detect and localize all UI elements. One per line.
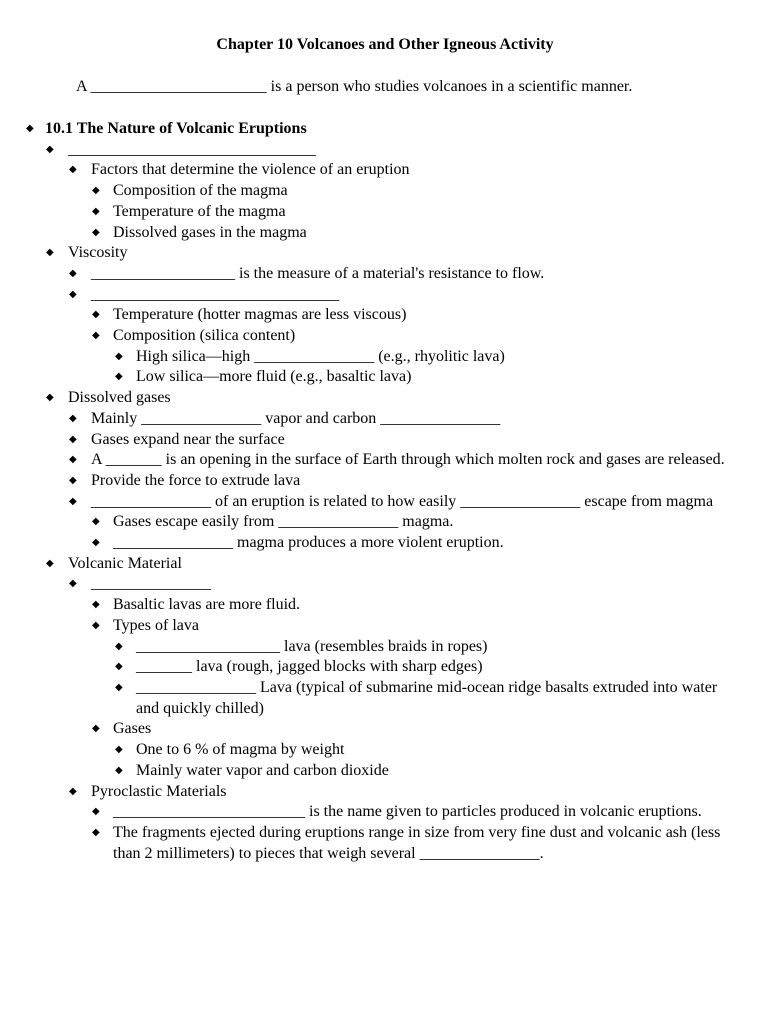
diamond-bullet-icon: ◆ <box>92 806 100 818</box>
diamond-bullet-icon: ◆ <box>92 723 100 735</box>
diamond-bullet-icon: ◆ <box>92 330 100 342</box>
outline-item <box>0 367 770 388</box>
outline-item <box>0 326 770 347</box>
intro-sentence: A ______________________ is a person who studies volcanoes in a scientific manner. <box>76 78 633 95</box>
outline-item-text: Mainly water vapor and carbon dioxide <box>136 761 389 779</box>
diamond-bullet-icon: ◆ <box>115 744 123 756</box>
outline-item-text: _______________________________ <box>68 140 316 158</box>
outline-item-text: _______________ of an eruption is related to how easily _______________ escape from magma <box>91 492 714 510</box>
outline-item <box>0 388 770 409</box>
outline-item <box>0 305 770 326</box>
outline-item-text: Factors that determine the violence of an eruption <box>91 161 410 179</box>
outline-item-text: Dissolved gases <box>68 389 171 407</box>
diamond-bullet-icon: ◆ <box>92 226 100 238</box>
outline-item <box>0 761 770 782</box>
outline-item <box>0 264 770 285</box>
outline-item-text: Types of lava <box>113 616 199 634</box>
outline-item <box>0 782 770 803</box>
diamond-bullet-icon: ◆ <box>115 661 123 673</box>
outline-item <box>0 160 770 181</box>
diamond-bullet-icon: ◆ <box>115 640 123 652</box>
outline-item-text: Temperature (hotter magmas are less viscous) <box>113 306 407 324</box>
outline-item <box>0 471 770 492</box>
outline-item <box>0 512 770 533</box>
diamond-bullet-icon: ◆ <box>92 185 100 197</box>
outline-item <box>0 450 770 471</box>
outline-item-text: _______________ <box>91 575 211 593</box>
diamond-bullet-icon: ◆ <box>46 247 54 259</box>
outline-item <box>0 533 770 554</box>
diamond-bullet-icon: ◆ <box>115 764 123 776</box>
outline-item <box>0 657 770 678</box>
outline-item-text: Composition of the magma <box>113 182 288 200</box>
outline-item-text: _______________________________ <box>91 285 339 303</box>
diamond-bullet-icon: ◆ <box>46 143 54 155</box>
outline-item-text: Low silica—more fluid (e.g., basaltic lava) <box>136 368 412 386</box>
outline-item <box>0 492 770 513</box>
outline-item-text: Gases expand near the surface <box>91 430 285 448</box>
outline-item-text: Mainly _______________ vapor and carbon _______________ <box>91 409 501 427</box>
diamond-bullet-icon: ◆ <box>69 785 77 797</box>
diamond-bullet-icon: ◆ <box>92 309 100 321</box>
outline-item-text: __________________ is the measure of a material's resistance to flow. <box>91 264 545 282</box>
diamond-bullet-icon: ◆ <box>69 288 77 300</box>
outline-item <box>0 719 770 740</box>
diamond-bullet-icon: ◆ <box>92 516 100 528</box>
outline-item <box>0 574 770 595</box>
diamond-bullet-icon: ◆ <box>69 433 77 445</box>
diamond-bullet-icon: ◆ <box>69 267 77 279</box>
diamond-bullet-icon: ◆ <box>92 619 100 631</box>
outline-item <box>0 823 770 864</box>
diamond-bullet-icon: ◆ <box>46 392 54 404</box>
outline-item <box>0 678 770 719</box>
outline-item <box>0 347 770 368</box>
outline-item <box>0 637 770 658</box>
outline-item-text: Gases <box>113 720 152 738</box>
outline-item-text: One to 6 % of magma by weight <box>136 741 345 759</box>
outline-item-text: Composition (silica content) <box>113 327 296 345</box>
diamond-bullet-icon: ◆ <box>26 123 34 134</box>
outline-item-text: Dissolved gases in the magma <box>113 223 307 241</box>
outline-item <box>0 285 770 306</box>
outline-item-text: _______________ Lava (typical of submarine mid-ocean ridge basalts extruded into water and quickly chilled) <box>136 678 718 717</box>
outline-item-text: Basaltic lavas are more fluid. <box>113 596 301 614</box>
diamond-bullet-icon: ◆ <box>69 474 77 486</box>
outline-item-text: Volcanic Material <box>68 554 182 572</box>
diamond-bullet-icon: ◆ <box>115 681 123 693</box>
outline-item-text: __________________ lava (resembles braids in ropes) <box>136 637 488 655</box>
outline-item-text: Provide the force to extrude lava <box>91 471 301 489</box>
outline-item <box>0 119 770 140</box>
outline-item-text: A _______ is an opening in the surface of Earth through which molten rock and gases are released. <box>91 451 725 469</box>
outline-item-text: Pyroclastic Materials <box>91 782 227 800</box>
outline-item-text: High silica—high _______________ (e.g., rhyolitic lava) <box>136 347 505 365</box>
diamond-bullet-icon: ◆ <box>92 826 100 838</box>
diamond-bullet-icon: ◆ <box>69 164 77 176</box>
outline-item-text: ________________________ is the name given to particles produced in volcanic eruptions. <box>113 803 702 821</box>
outline-item-text: Viscosity <box>68 244 128 262</box>
outline-item <box>0 595 770 616</box>
page-title: Chapter 10 Volcanoes and Other Igneous Activity <box>216 36 554 53</box>
outline-list <box>0 119 770 864</box>
outline-item <box>0 181 770 202</box>
diamond-bullet-icon: ◆ <box>46 557 54 569</box>
outline-item <box>0 140 770 161</box>
outline-item-text: _______ lava (rough, jagged blocks with sharp edges) <box>136 658 483 676</box>
diamond-bullet-icon: ◆ <box>69 412 77 424</box>
diamond-bullet-icon: ◆ <box>92 537 100 549</box>
outline-item-text: Temperature of the magma <box>113 202 286 220</box>
outline-item <box>0 802 770 823</box>
outline-item-text: The fragments ejected during eruptions range in size from very fine dust and volcanic ash (less than 2 millimeters) to pieces that weigh several _______________. <box>113 823 721 862</box>
diamond-bullet-icon: ◆ <box>69 495 77 507</box>
diamond-bullet-icon: ◆ <box>115 371 123 383</box>
outline-item <box>0 202 770 223</box>
diamond-bullet-icon: ◆ <box>69 454 77 466</box>
outline-item-text: 10.1 The Nature of Volcanic Eruptions <box>45 120 307 137</box>
outline-item <box>0 243 770 264</box>
outline-item <box>0 554 770 575</box>
outline-item <box>0 223 770 244</box>
diamond-bullet-icon: ◆ <box>92 205 100 217</box>
outline-item <box>0 740 770 761</box>
diamond-bullet-icon: ◆ <box>69 578 77 590</box>
outline-item <box>0 616 770 637</box>
outline-item <box>0 430 770 451</box>
outline-item-text: Gases escape easily from _______________ magma. <box>113 513 454 531</box>
outline-item <box>0 409 770 430</box>
outline-item-text: _______________ magma produces a more violent eruption. <box>113 534 504 552</box>
diamond-bullet-icon: ◆ <box>92 599 100 611</box>
diamond-bullet-icon: ◆ <box>115 350 123 362</box>
